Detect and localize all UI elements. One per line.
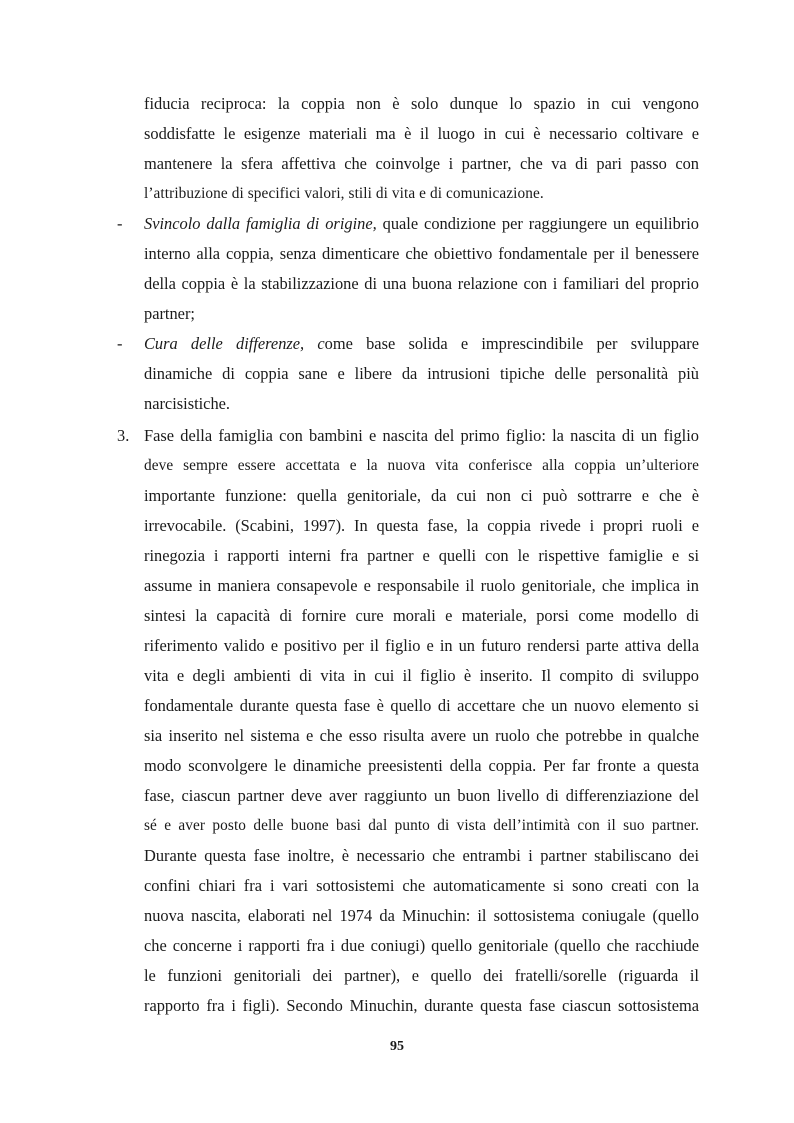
text-line: fase, ciascun partner deve aver raggiunto un buon livello di differenziazione del xyxy=(144,786,699,805)
bullet-first-line xyxy=(144,329,699,359)
text-line: soddisfatte le esigenze materiali ma è il luogo in cui è necessario coltivare e xyxy=(144,124,699,143)
text-span: ome base solida e imprescindibile per sviluppare xyxy=(324,334,699,353)
text-line: irrevocabile. (Scabini, 1997). In questa fase, la coppia rivede i propri ruoli e xyxy=(144,516,699,535)
italic-lead: Svincolo dalla famiglia di origine, xyxy=(144,214,377,233)
bullet-marker: - xyxy=(117,214,123,233)
text-line: nuova nascita, elaborati nel 1974 da Minuchin: il sottosistema coniugale (quello xyxy=(144,906,699,925)
text-line: importante funzione: quella genitoriale, da cui non ci può sottrarre e che è xyxy=(144,486,699,505)
text-line: l’attribuzione di specifici valori, stili di vita e di comunicazione. xyxy=(144,185,544,202)
text-line: dinamiche di coppia sane e libere da intrusioni tipiche delle personalità più xyxy=(144,364,699,383)
text-line: Fase della famiglia con bambini e nascita del primo figlio: la nascita di un figlio xyxy=(144,426,699,445)
text-line: modo sconvolgere le dinamiche preesistenti della coppia. Per far fronte a questa xyxy=(144,756,699,775)
text-line: vita e degli ambienti di vita in cui il figlio è inserito. Il compito di sviluppo xyxy=(144,666,699,685)
text-line: riferimento valido e positivo per il figlio e in un futuro rendersi parte attiva della xyxy=(144,636,699,655)
italic-lead: Cura delle differenze, c xyxy=(144,334,325,353)
text-line: rapporto fra i figli). Secondo Minuchin, durante questa fase ciascun sottosistema xyxy=(144,996,699,1015)
text-line: mantenere la sfera affettiva che coinvolge i partner, che va di pari passo con xyxy=(144,154,699,173)
text-line: rinegozia i rapporti interni fra partner e quelli con le rispettive famiglie e si xyxy=(144,546,699,565)
text-line: partner; xyxy=(144,304,195,323)
text-line: sintesi la capacità di fornire cure morali e materiale, porsi come modello di xyxy=(144,606,699,625)
text-line: confini chiari fra i vari sottosistemi che automaticamente si sono creati con la xyxy=(144,876,699,895)
text-line: le funzioni genitoriali dei partner), e quello dei fratelli/sorelle (riguarda il xyxy=(144,966,699,985)
list-number: 3. xyxy=(117,426,130,445)
bullet-first-line xyxy=(144,209,699,239)
text-line: assume in maniera consapevole e responsabile il ruolo genitoriale, che implica in xyxy=(144,576,699,595)
text-line: della coppia è la stabilizzazione di una buona relazione con i familiari del proprio xyxy=(144,274,699,293)
text-line: che concerne i rapporti fra i due coniugi) quello genitoriale (quello che racchiude xyxy=(144,936,699,955)
page-number: 95 xyxy=(390,1039,404,1054)
text-line: deve sempre essere accettata e la nuova vita conferisce alla coppia un’ulteriore xyxy=(144,457,699,474)
text-line: Durante questa fase inoltre, è necessario che entrambi i partner stabiliscano dei xyxy=(144,846,699,865)
text-span: quale condizione per raggiungere un equilibrio xyxy=(376,214,699,233)
text-line: fondamentale durante questa fase è quello di accettare che un nuovo elemento si xyxy=(144,696,699,715)
text-line: sé e aver posto delle buone basi dal punto di vista dell’intimità con il suo partner. xyxy=(144,817,699,834)
text-line: narcisistiche. xyxy=(144,394,231,413)
text-line: sia inserito nel sistema e che esso risulta avere un ruolo che potrebbe in qualche xyxy=(144,726,699,745)
text-line: fiducia reciproca: la coppia non è solo dunque lo spazio in cui vengono xyxy=(144,94,699,113)
text-line: interno alla coppia, senza dimenticare che obiettivo fondamentale per il benessere xyxy=(144,244,699,263)
bullet-marker: - xyxy=(117,334,123,353)
